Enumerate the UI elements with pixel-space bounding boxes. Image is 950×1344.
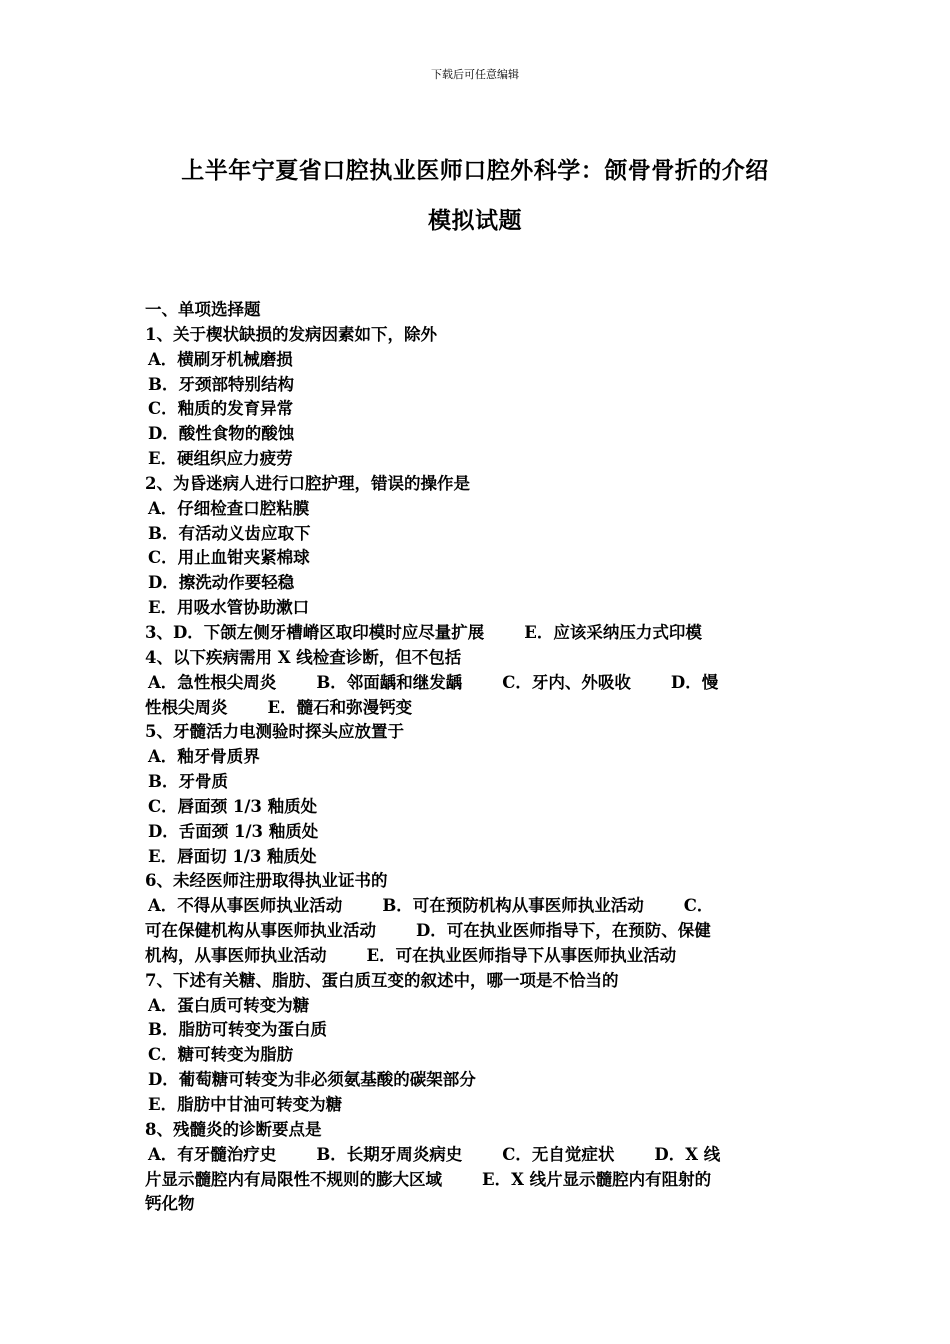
question-6-option-c-end: 可在保健机构从事医师执业活动 (145, 921, 376, 941)
question-4-option-e: E．髓石和弥漫钙变 (267, 697, 413, 717)
question-8-options-line-1 (145, 1143, 810, 1168)
question-2-option-c: C．用止血钳夹紧棉球 (148, 548, 310, 568)
question-7-option-a: A．蛋白质可转变为糖 (148, 995, 310, 1015)
question-4-option-b: B．邻面龋和继发龋 (316, 672, 463, 692)
question-8-options-line-3 (145, 1192, 810, 1217)
question-6-option-d-end: 机构，从事医师执业活动 (145, 945, 327, 965)
page-header: 下载后可任意编辑 (431, 68, 519, 81)
question-1-option-c: C．釉质的发育异常 (148, 399, 294, 419)
question-7-option-b: B．脂肪可转变为蛋白质 (148, 1020, 327, 1040)
question-6-options-line-2 (145, 919, 810, 944)
question-4-option-d-end: 性根尖周炎 (145, 697, 228, 717)
question-4-option-c: C．牙内、外吸收 (502, 672, 631, 692)
question-4-stem: 4、以下疾病需用 X 线检查诊断，但不包括 (145, 647, 462, 667)
question-2-option-b: B．有活动义齿应取下 (148, 523, 311, 543)
question-4-options-line-2 (145, 696, 810, 721)
question-8-option-b: B．长期牙周炎病史 (316, 1144, 463, 1164)
question-1-option-d: D．酸性食物的酸蚀 (148, 424, 295, 444)
question-5-option-a: A．釉牙骨质界 (148, 747, 260, 767)
question-6-option-b: B．可在预防机构从事医师执业活动 (382, 896, 644, 916)
question-2-option-e: E．用吸水管协助漱口 (148, 598, 310, 618)
question-5-option-c: C．唇面颈 1/3 釉质处 (148, 796, 318, 816)
question-5-option-e: E．唇面切 1/3 釉质处 (148, 846, 317, 866)
question-8-option-e-start: E．X 线片显示髓腔内有阻射的 (482, 1169, 712, 1189)
question-6-option-a: A．不得从事医师执业活动 (148, 896, 343, 916)
question-1-option-e: E．硬组织应力疲劳 (148, 449, 293, 469)
question-2-option-a: A．仔细检查口腔粘膜 (148, 498, 310, 518)
question-8-option-a: A．有牙髓治疗史 (148, 1144, 277, 1164)
question-8-stem: 8、残髓炎的诊断要点是 (145, 1119, 322, 1139)
question-4-option-a: A．急性根尖周炎 (148, 672, 277, 692)
question-3-part-2: E．应该采纳压力式印模 (524, 622, 702, 642)
question-1-option-b: B．牙颈部特别结构 (148, 374, 294, 394)
question-1-option-a: A．横刷牙机械磨损 (148, 349, 293, 369)
title-line-1: 上半年宁夏省口腔执业医师口腔外科学：颌骨骨折的介绍 (181, 157, 769, 184)
question-3 (145, 621, 810, 646)
question-6-stem: 6、未经医师注册取得执业证书的 (145, 871, 388, 891)
question-1-stem: 1、关于楔状缺损的发病因素如下，除外 (145, 324, 437, 344)
question-6-options-line-3 (145, 944, 810, 969)
question-6-option-d-start: D．可在执业医师指导下，在预防、保健 (416, 921, 711, 941)
question-8-option-d-end: 片显示髓腔内有局限性不规则的膨大区域 (145, 1169, 442, 1189)
question-5-stem: 5、牙髓活力电测验时探头应放置于 (145, 722, 404, 742)
question-4-option-d-start: D．慢 (670, 672, 719, 692)
question-8-option-c: C．无自觉症状 (502, 1144, 615, 1164)
question-4-options-line-1 (145, 671, 810, 696)
document-title (140, 146, 810, 246)
question-7-stem: 7、下述有关糖、脂肪、蛋白质互变的叙述中，哪一项是不恰当的 (145, 970, 619, 990)
question-2-option-d: D．擦洗动作要轻稳 (148, 573, 295, 593)
question-8-option-d-start: D．X 线 (654, 1144, 721, 1164)
question-5-option-b: B．牙骨质 (148, 772, 228, 792)
question-8-option-e-end: 钙化物 (145, 1194, 195, 1214)
question-7-option-d: D．葡萄糖可转变为非必须氨基酸的碳架部分 (148, 1070, 476, 1090)
question-body (145, 298, 810, 1217)
question-2-stem: 2、为昏迷病人进行口腔护理，错误的操作是 (145, 473, 470, 493)
question-6-option-c-start: C． (683, 896, 714, 916)
section-heading: 一、单项选择题 (145, 300, 261, 319)
question-6-options-line-1 (145, 894, 810, 919)
question-7-option-e: E．脂肪中甘油可转变为糖 (148, 1095, 343, 1114)
question-8-options-line-2 (145, 1168, 810, 1193)
question-7-option-c: C．糖可转变为脂肪 (148, 1045, 294, 1065)
question-5-option-d: D．舌面颈 1/3 釉质处 (148, 821, 319, 841)
title-line-2: 模拟试题 (428, 207, 522, 234)
question-6-option-e: E．可在执业医师指导下从事医师执业活动 (366, 945, 677, 965)
question-3-part-1: 3、D．下颌左侧牙槽嵴区取印模时应尽量扩展 (145, 622, 485, 642)
